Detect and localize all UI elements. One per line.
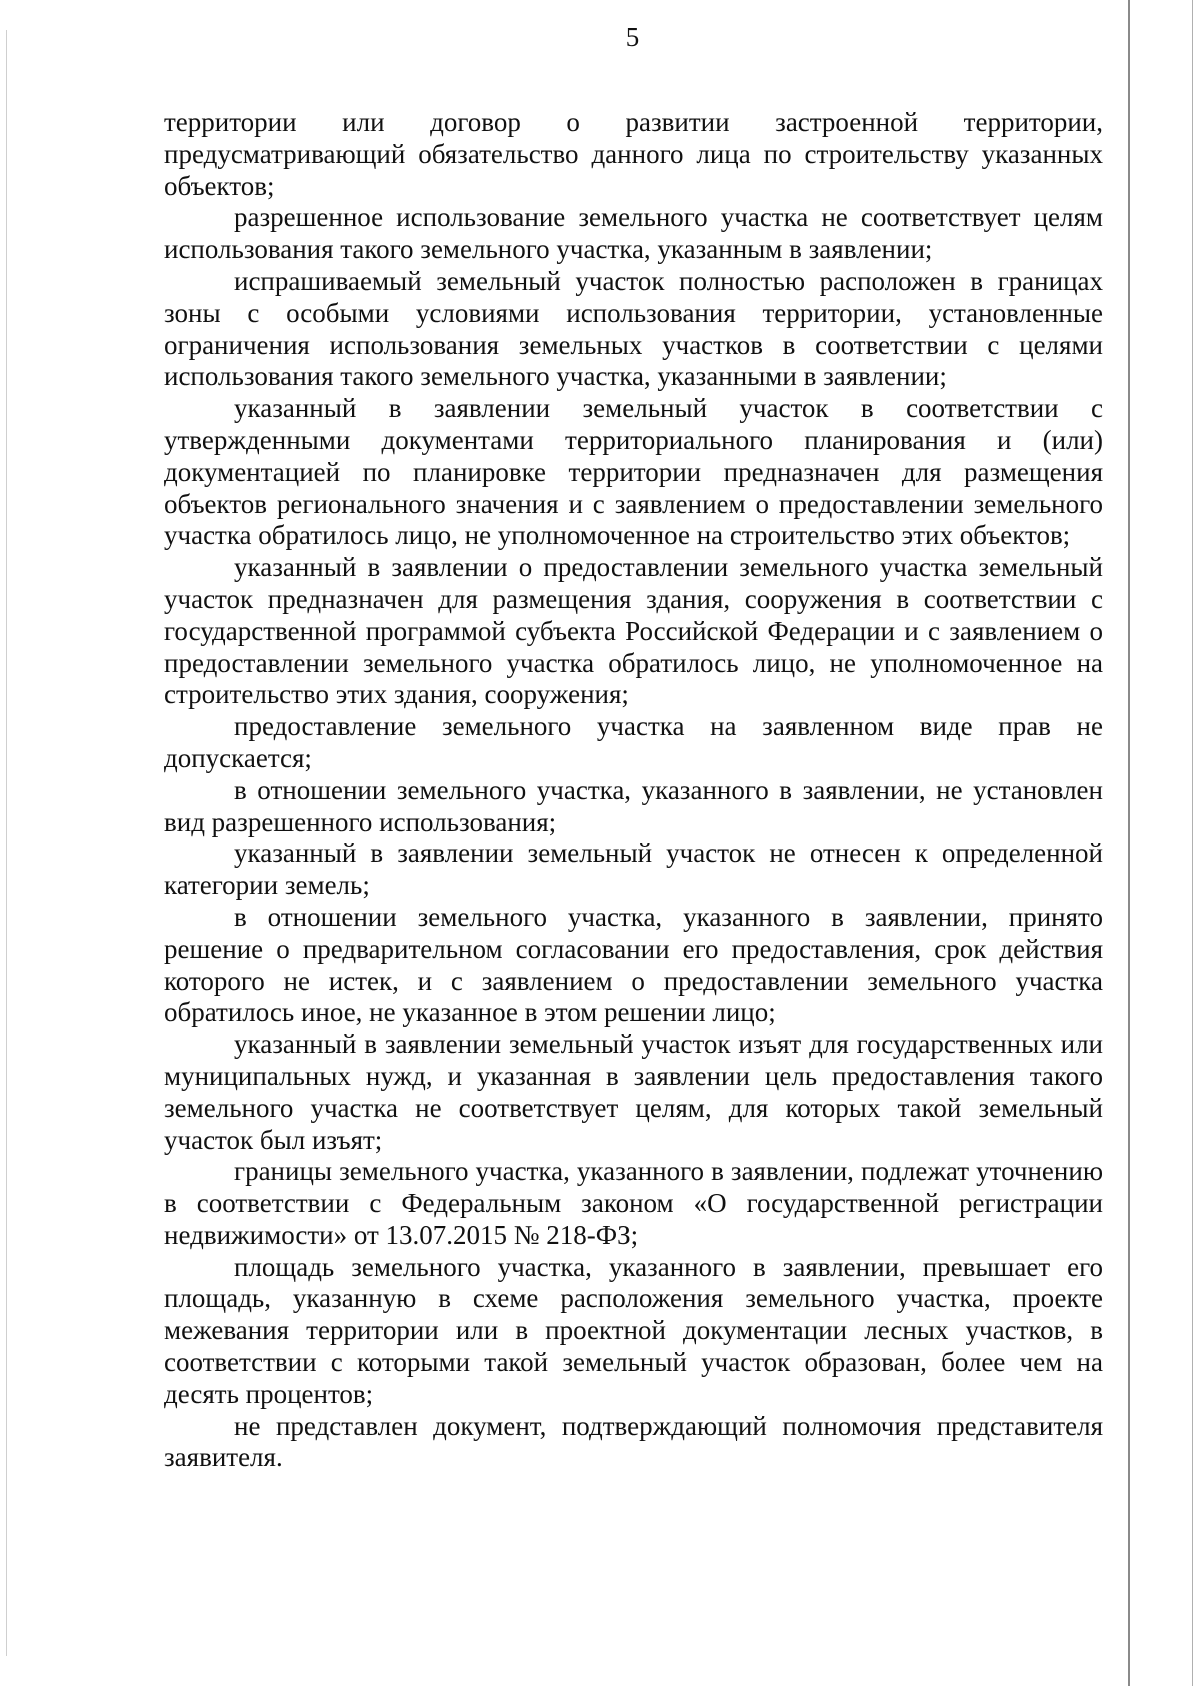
paragraph-1: территории или договор о развитии застроенной территории, предусматривающий обязательство данного лица по строительству указанных объектов; [164,107,1103,201]
scan-right-outer-edge [1192,0,1193,1686]
paragraph-6: предоставление земельного участка на заявленном виде прав не допускается; [164,711,1103,773]
paragraph-8: указанный в заявлении земельный участок не отнесен к определенной категории земель; [164,838,1103,901]
paragraph-12: площадь земельного участка, указанного в заявлении, превышает его площадь, указанную в схеме расположения земельного участка, проекте межевания территории или в проектной документации лесных участков, в соответствии с которыми такой земельный участок образован, более чем на десять процентов; [164,1251,1103,1409]
paragraph-10: указанный в заявлении земельный участок изъят для государственных или муниципальных нужд, и указанная в заявлении цель предоставления такого земельного участка не соответствует целям, для которых такой земельный участок был изъят; [164,1029,1103,1155]
paragraph-4: указанный в заявлении земельный участок в соответствии с утвержденными документами территориального планирования и (или) документацией по планировке территории предназначен для размещения объектов регионального значения и с заявлением о предоставлении земельного участка обратилось лицо, не уполномоченное на строительство этих объектов; [164,393,1103,551]
paragraph-3: испрашиваемый земельный участок полностью расположен в границах зоны с особыми условиями использования территории, установленные ограничения использования земельных участков в соответствии с целями использования такого земельного участка, указанными в заявлении; [164,265,1103,392]
paragraph-7: в отношении земельного участка, указанного в заявлении, не установлен вид разрешенного использования; [164,774,1103,837]
paragraph-2: разрешенное использование земельного участка не соответствует целям использования такого земельного участка, указанным в заявлении; [164,202,1103,265]
paragraph-5: указанный в заявлении о предоставлении земельного участка земельный участок предназначен для размещения здания, сооружения в соответствии с государственной программой субъекта Российской Федерации и с заявлением о предоставлении земельного участка обратилось лицо, не уполномоченное на строительство этих здания, сооружения; [164,552,1103,710]
paragraph-13: не представлен документ, подтверждающий полномочия представителя заявителя. [164,1410,1103,1473]
document-body [164,107,1103,1474]
scan-right-edge [1128,0,1130,1686]
page-number: 5 [625,22,640,52]
scan-left-edge [6,30,7,1656]
paragraph-11: границы земельного участка, указанного в заявлении, подлежат уточнению в соответствии с Федеральным законом «О государственной регистрации недвижимости» от 13.07.2015 № 218-ФЗ; [164,1156,1103,1250]
paragraph-9: в отношении земельного участка, указанного в заявлении, принято решение о предварительном согласовании его предоставления, срок действия которого не истек, и с заявлением о предоставлении земельного участка обратилось иное, не указанное в этом решении лицо; [164,901,1103,1028]
